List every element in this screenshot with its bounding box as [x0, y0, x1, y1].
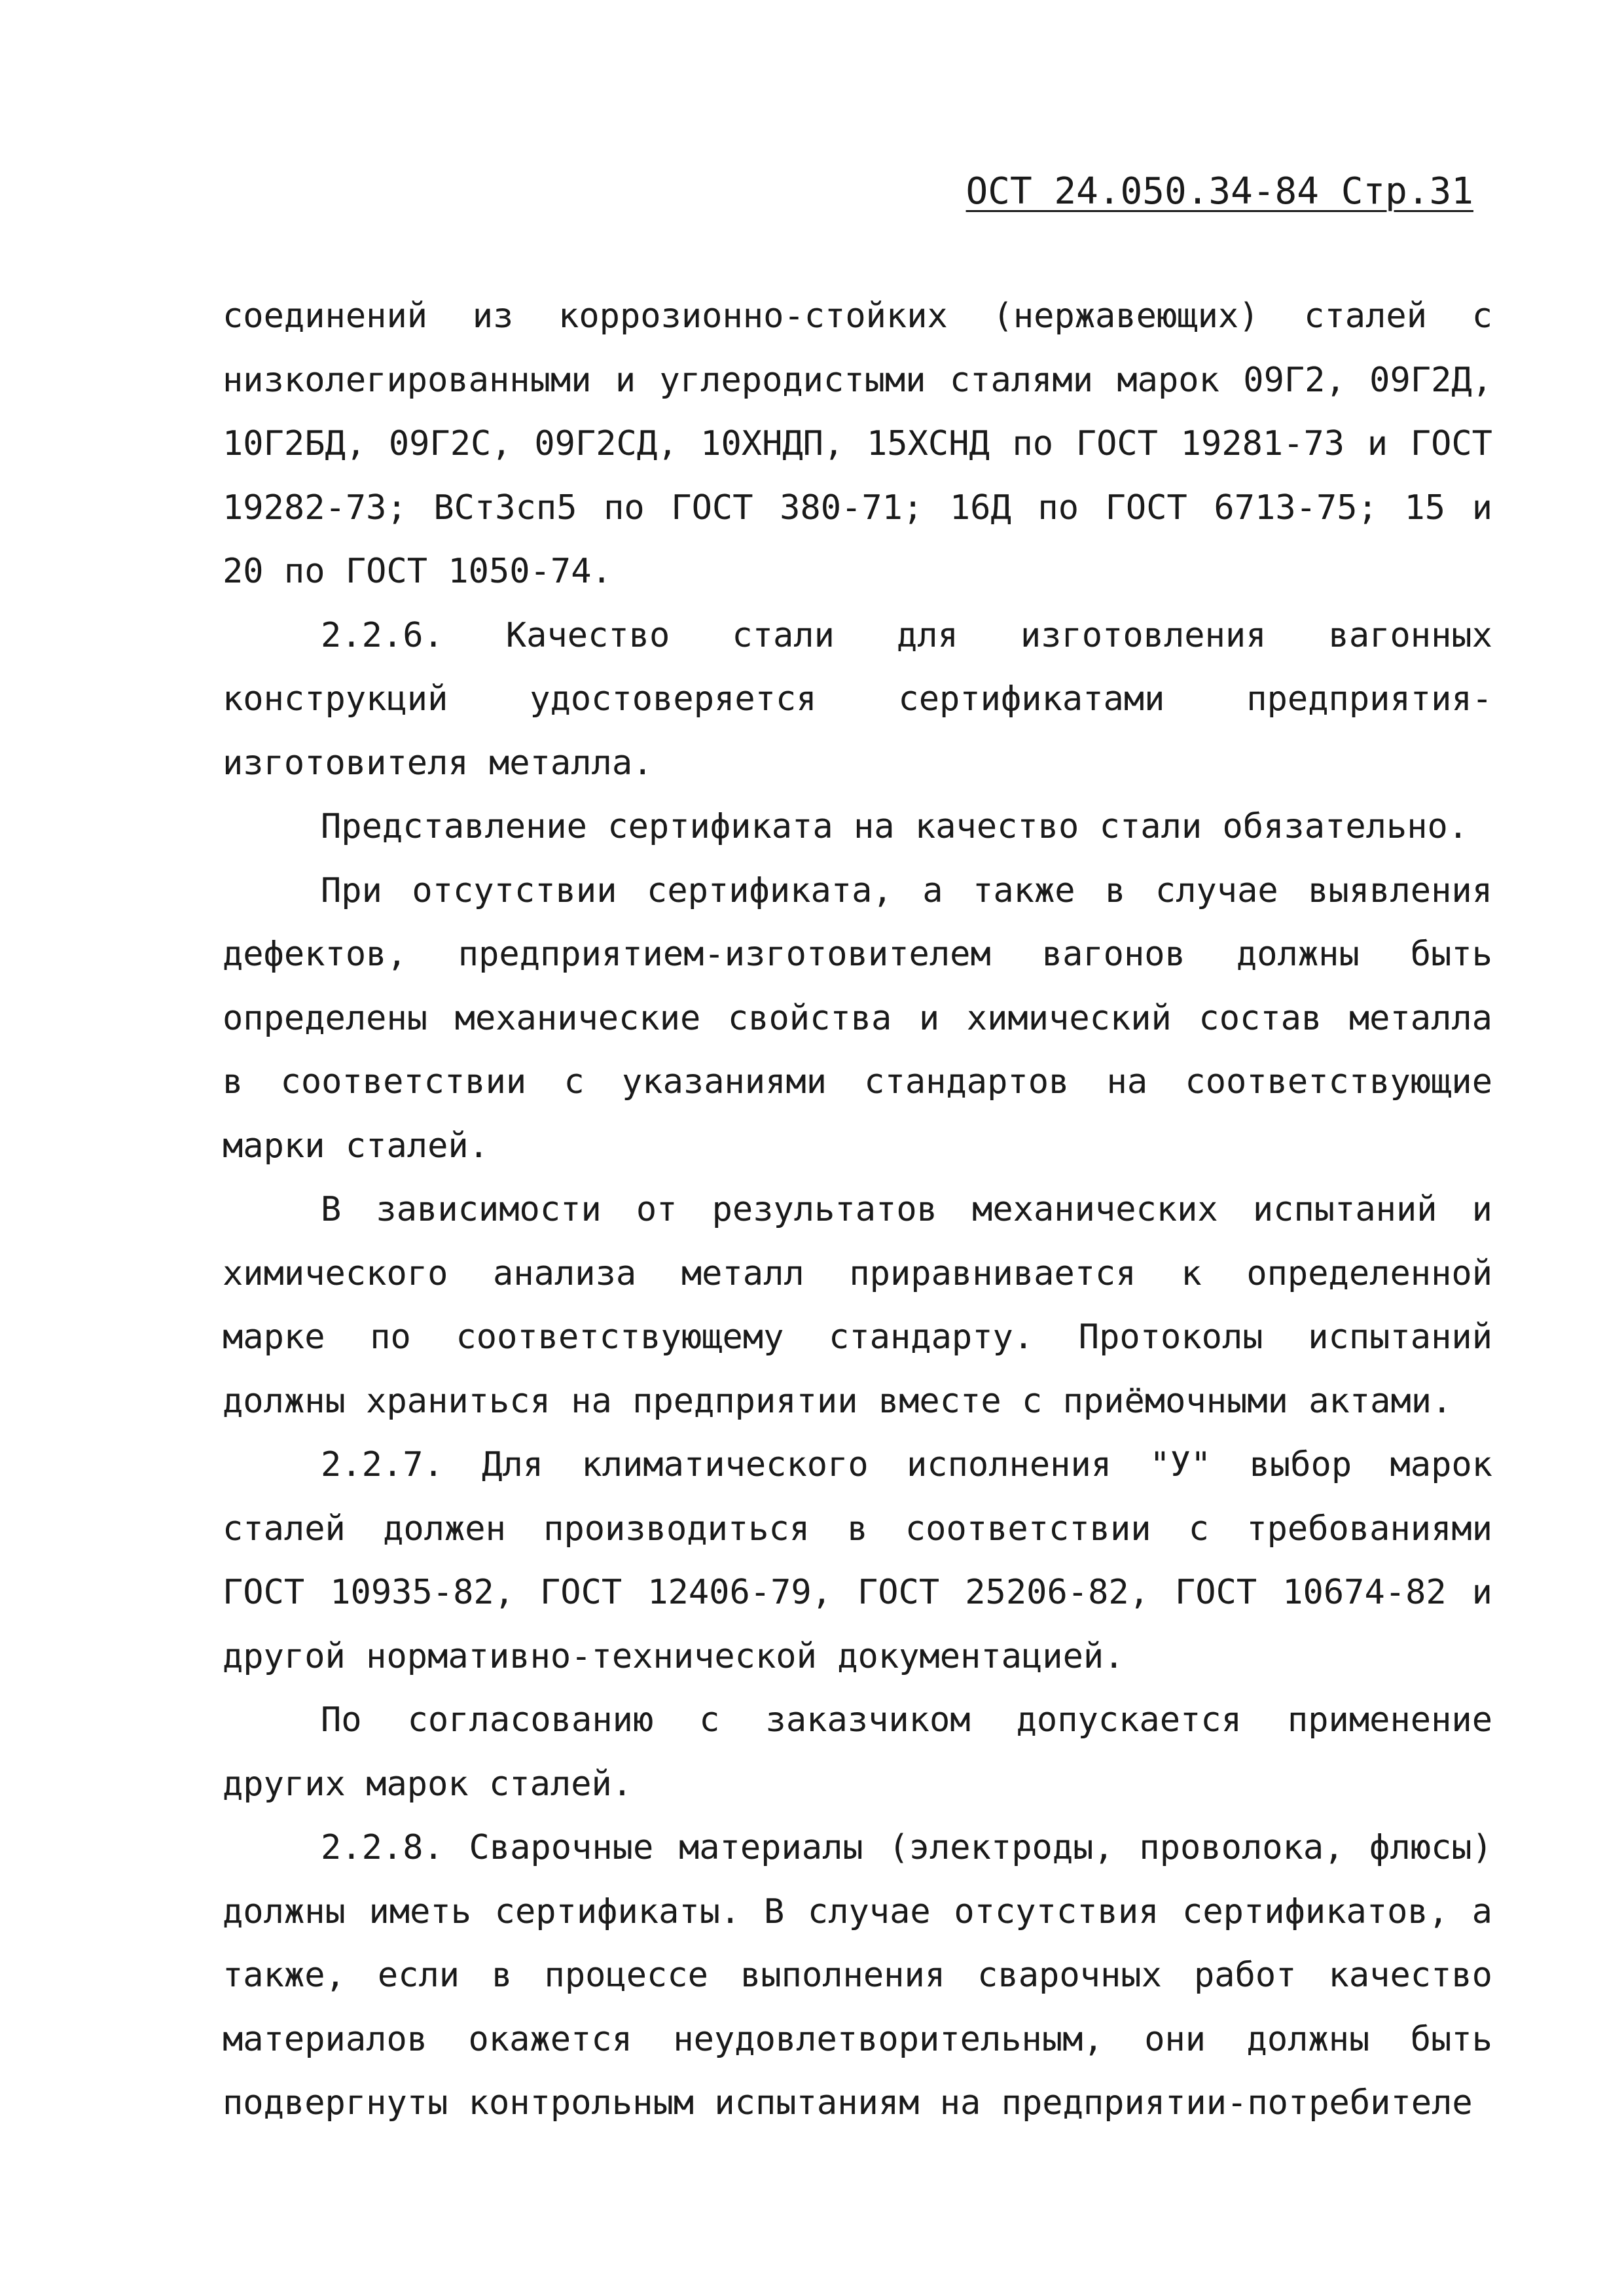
paragraph-no-certificate: При отсутствии сертификата, а также в случае выявления дефектов, предприятием-изготовителем вагонов должны быть определены механические свойства и химический состав металла в соответствии с указаниями стандартов на соответствующие марки сталей. [223, 870, 1492, 1166]
paragraph-2-2-8: 2.2.8. Сварочные материалы (электроды, проволока, флюсы) должны иметь сертификаты. В случае отсутствия сертификатов, а также, если в процессе выполнения сварочных работ качество материалов окажется неудовлетворительным, они должны быть подвергнуты контрольным испытаниям на предприятии-потребителе [223, 1828, 1492, 2123]
page-header: ОСТ 24.050.34-84 Стр.31 [965, 170, 1473, 213]
paragraph-other-grades: По согласованию с заказчиком допускается применение других марок сталей. [223, 1700, 1492, 1804]
paragraph-steel-grades: соединений из коррозионно-стойких (нержавеющих) сталей с низколегированными и углеродистыми сталями марок 09Г2, 09Г2Д, 10Г2БД, 09Г2С, 09Г2СД, 10ХНДП, 15ХСНД по ГОСТ 19281-73 и ГОСТ 19282-73; ВСт3сп5 по ГОСТ 380-71; 16Д по ГОСТ 6713-75; 15 и 20 по ГОСТ 1050-74. [223, 296, 1492, 591]
document-body [223, 285, 1492, 2136]
paragraph-certificate-required: Представление сертификата на качество стали обязательно. [321, 807, 1469, 846]
paragraph-2-2-7: 2.2.7. Для климатического исполнения "У" выбор марок сталей должен производиться в соответствии с требованиями ГОСТ 10935-82, ГОСТ 12406-79, ГОСТ 25206-82, ГОСТ 10674-82 и другой нормативно-технической документацией. [223, 1445, 1492, 1676]
paragraph-test-results: В зависимости от результатов механических испытаний и химического анализа металл приравнивается к определенной марке по соответствующему стандарту. Протоколы испытаний должны храниться на предприятии вместе с приёмочными актами. [223, 1190, 1492, 1421]
paragraph-2-2-6: 2.2.6. Качество стали для изготовления вагонных конструкций удостоверяется сертификатами предприятия-изготовителя металла. [223, 615, 1492, 783]
